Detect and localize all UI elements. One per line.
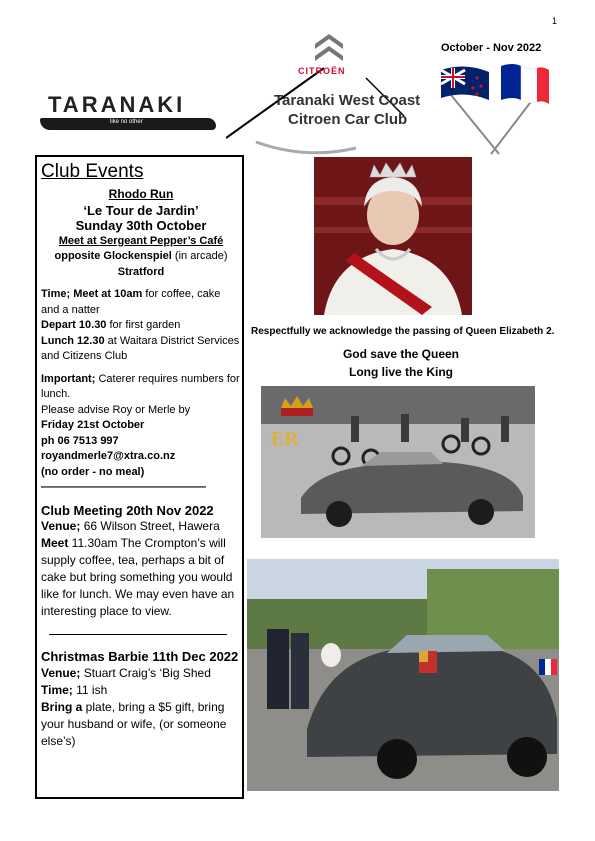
- meeting-venue-label: Venue;: [41, 519, 81, 533]
- important-text: Caterer requires numbers for lunch.: [41, 372, 240, 400]
- taranaki-logo: [40, 92, 220, 140]
- no-order-note: (no order - no meal): [41, 465, 145, 478]
- royal-standard-flag-icon: [419, 651, 437, 673]
- rhodo-run-subtitle: ‘Le Tour de Jardin’: [83, 202, 199, 218]
- meet-place: Sergeant Pepper’s Café: [99, 234, 224, 247]
- arcade-text: (in arcade): [171, 250, 228, 262]
- new-zealand-flag-icon: [441, 66, 489, 100]
- meeting-meet-text: 11.30am The Crompton’s will supply coffee, tea, perhaps a bit of cake but bring something you would like for lunch. We may even have an interesting place to view.: [41, 536, 235, 618]
- club-name-line1: Taranaki West Coast: [274, 92, 421, 109]
- issue-date: October - Nov 2022: [441, 42, 542, 54]
- long-live-the-king: Long live the King: [349, 365, 453, 379]
- crossed-flags: [437, 60, 555, 156]
- taranaki-tagline: like no other: [110, 119, 143, 125]
- citroen-club-logo: [226, 20, 426, 155]
- barbie-time-label: Time;: [41, 682, 73, 697]
- rhodo-run-title: Rhodo Run: [108, 187, 174, 201]
- dash-rule: ———————————————: [41, 481, 206, 493]
- time-label: Time; Meet at 10am: [41, 288, 143, 300]
- taranaki-wordmark: TARANAKI: [48, 92, 186, 117]
- depart-text: for first garden: [106, 319, 181, 331]
- barbie-bring-label: Bring a: [41, 699, 83, 714]
- email-address[interactable]: royandmerle7@xtra.co.nz: [41, 450, 176, 462]
- royal-car-color-photo: [247, 559, 559, 791]
- lunch-label: Lunch 12.30: [41, 334, 105, 347]
- club-meeting-title: Club Meeting 20th Nov 2022: [41, 502, 214, 518]
- queen-portrait-photo: [314, 157, 472, 315]
- meet-label: Meet at: [58, 234, 100, 247]
- club-events-box: [35, 155, 244, 799]
- tribute-lines: [251, 345, 551, 381]
- meeting-meet-label: Meet: [41, 536, 69, 550]
- barbie-venue-label: Venue;: [41, 665, 81, 680]
- queen-portrait-illustration: [314, 157, 472, 315]
- club-events-heading: Club Events: [41, 161, 144, 182]
- acknowledge-caption: Respectfully we acknowledge the passing of Queen Elizabeth 2.: [251, 326, 555, 337]
- club-name-line2: Citroen Car Club: [288, 111, 408, 128]
- barbie-venue-text: Stuart Craig’s ‘Big Shed: [80, 665, 211, 680]
- barbie-bring-text: plate, bring a $5 gift, bring your husband or wife, (or someone else’s): [41, 699, 227, 748]
- section-divider: [49, 634, 227, 635]
- meeting-venue-text: 66 Wilson Street, Hawera: [80, 519, 220, 533]
- lunch-text: at Waitara District Services and Citizens Club: [41, 334, 240, 362]
- depart-label: Depart 10.30: [41, 319, 107, 331]
- christmas-barbie-title: Christmas Barbie 11th Dec 2022: [41, 649, 239, 664]
- phone-number: ph 06 7513 997: [41, 434, 119, 447]
- france-flag-icon: [501, 64, 549, 104]
- rsvp-date: Friday 21st October: [41, 419, 145, 431]
- town: Stratford: [117, 265, 165, 278]
- french-flag-icon: [539, 659, 557, 675]
- royal-cypher-text: ER: [271, 428, 299, 450]
- rhodo-run-date: Sunday 30th October: [75, 218, 207, 233]
- advise-text: Please advise Roy or Merle by: [41, 403, 191, 416]
- important-label: Important;: [41, 372, 96, 385]
- page-number: 1: [551, 16, 557, 26]
- citroen-chevron-icon: [312, 28, 346, 62]
- barbie-time-text: 11 ish: [72, 682, 108, 697]
- royal-car-illustration: [247, 559, 559, 791]
- god-save-the-queen: God save the Queen: [342, 347, 460, 361]
- motorcade-bw-photo: [261, 386, 535, 538]
- motorcade-illustration: [261, 386, 535, 538]
- opposite-text: opposite Glockenspiel: [54, 250, 172, 262]
- time-text: for coffee, cake and a natter: [41, 288, 221, 316]
- citroen-brand: CITROËN: [298, 66, 346, 76]
